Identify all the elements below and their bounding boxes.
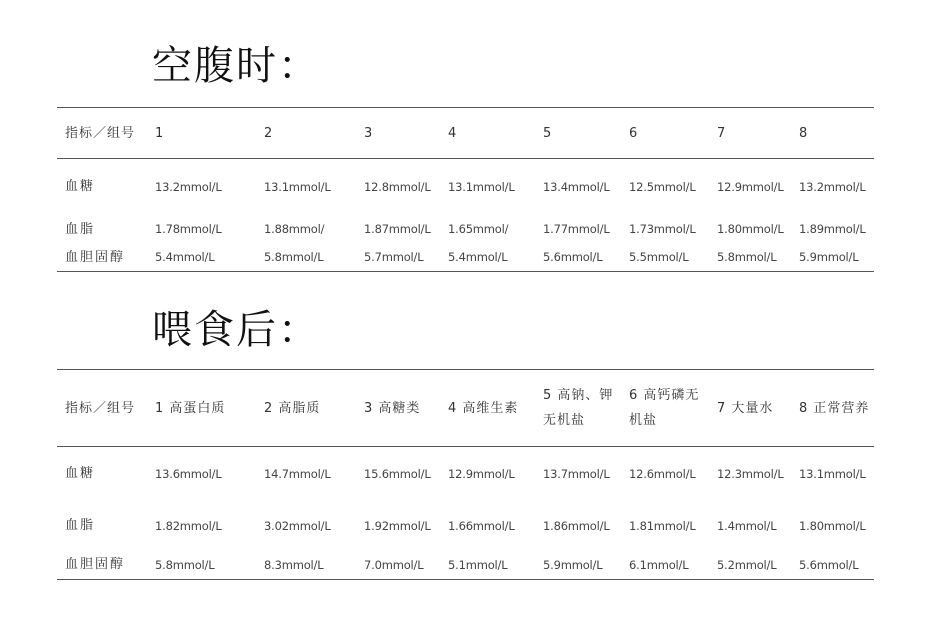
header-cell: 指标／组号 [65,400,136,416]
value-cell: 15.6mmol/L [364,466,431,481]
header-cell: 5 [543,125,553,141]
table-row [57,244,874,272]
value-cell: 8.3mmol/L [264,557,324,572]
value-cell: 1.82mmol/L [155,518,222,533]
value-cell: 1.78mmol/L [155,222,222,236]
value-cell: 12.8mmol/L [364,179,431,194]
value-cell: 1.66mmol/L [448,518,515,533]
value-cell: 5.1mmol/L [448,557,508,572]
value-cell: 5.5mmol/L [629,250,689,265]
value-cell: 5.8mmol/L [155,557,215,572]
table-row [57,501,874,551]
value-cell: 5.4mmol/L [448,250,508,265]
value-cell: 13.7mmol/L [543,466,610,481]
value-cell: 5.8mmol/L [717,250,777,265]
value-cell: 1.73mmol/L [629,222,696,236]
header-cell: 2 [264,125,274,141]
value-cell: 12.3mmol/L [717,466,784,481]
table-row [57,551,874,580]
header-cell: 7 [717,125,727,141]
value-cell: 13.2mmol/L [799,179,866,194]
header-cell: 5 高钠、钾无机盐 [543,388,614,428]
value-cell: 1.4mmol/L [717,518,777,533]
value-cell: 1.65mmol/ [448,222,509,236]
value-cell: 12.5mmol/L [629,179,696,194]
value-cell: 5.4mmol/L [155,250,215,265]
header-cell: 2 高脂质 [264,400,321,416]
value-cell: 6.1mmol/L [629,557,689,572]
value-cell: 14.7mmol/L [264,466,331,481]
value-cell: 13.1mmol/L [799,466,866,481]
header-cell: 6 高钙磷无机盐 [629,388,700,428]
header-cell: 3 [364,125,374,141]
value-cell: 12.6mmol/L [629,466,696,481]
header-cell: 4 高维生素 [448,400,519,416]
value-cell: 5.8mmol/L [264,250,324,265]
section-heading-fasting: 空腹时： [152,43,320,89]
after-feeding-table [57,369,874,580]
header-cell: 指标／组号 [65,125,136,141]
value-cell: 12.9mmol/L [717,179,784,194]
value-cell: 1.89mmol/L [799,222,866,236]
value-cell: 13.1mmol/L [448,179,515,194]
value-cell: 3.02mmol/L [264,518,331,533]
value-cell: 1.81mmol/L [629,518,696,533]
value-cell: 1.92mmol/L [364,518,431,533]
table-row [57,447,874,501]
value-cell: 1.80mmol/L [799,518,866,533]
header-cell: 1 [155,125,165,141]
value-cell: 1.88mmol/ [264,222,325,236]
table-header-row [57,370,874,447]
value-cell: 5.9mmol/L [799,250,859,265]
value-cell: 1.80mmol/L [717,222,784,236]
value-cell: 5.6mmol/L [543,250,603,265]
value-cell: 5.2mmol/L [717,557,777,572]
row-label: 血糖 [65,466,96,482]
header-cell: 8 [799,125,809,141]
value-cell: 12.9mmol/L [448,466,515,481]
value-cell: 1.87mmol/L [364,222,431,236]
header-cell: 8 正常营养 [799,400,870,416]
section-heading-after-feeding: 喂食后： [152,307,320,353]
value-cell: 5.7mmol/L [364,250,424,265]
header-cell: 6 [629,125,639,141]
table-header-row [57,108,874,159]
header-cell: 4 [448,125,458,141]
row-label: 血胆固醇 [65,249,126,265]
value-cell: 7.0mmol/L [364,557,424,572]
row-label: 血胆固醇 [65,557,126,573]
value-cell: 5.9mmol/L [543,557,603,572]
row-label: 血脂 [65,221,96,237]
value-cell: 13.1mmol/L [264,179,331,194]
row-label: 血脂 [65,518,96,533]
header-cell: 3 高糖类 [364,400,421,416]
value-cell: 13.4mmol/L [543,179,610,194]
value-cell: 1.86mmol/L [543,518,610,533]
header-cell: 7 大量水 [717,400,774,416]
table-row [57,215,874,244]
value-cell: 1.77mmol/L [543,222,610,236]
table-row [57,159,874,215]
fasting-table [57,107,874,272]
value-cell: 13.2mmol/L [155,179,222,194]
value-cell: 5.6mmol/L [799,557,859,572]
value-cell: 13.6mmol/L [155,466,222,481]
row-label: 血糖 [65,179,96,195]
header-cell: 1 高蛋白质 [155,400,226,416]
